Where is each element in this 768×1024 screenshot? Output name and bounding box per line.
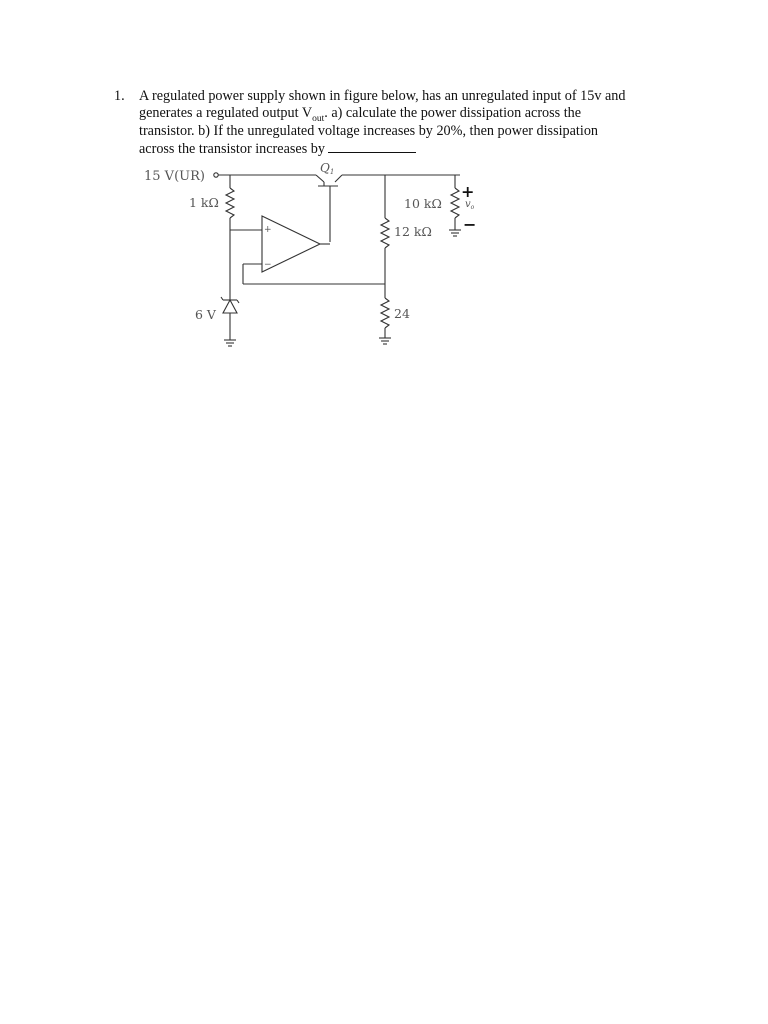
vo-letter: v bbox=[465, 199, 471, 210]
zener-bar-wing-left bbox=[221, 297, 223, 300]
question-line-4 bbox=[139, 140, 684, 158]
r-12k-label: 12 kΩ bbox=[394, 224, 432, 239]
opamp-plus-sign: + bbox=[264, 225, 272, 235]
zener-label: 6 V bbox=[195, 307, 216, 322]
zener-triangle bbox=[223, 300, 237, 313]
answer-blank bbox=[328, 140, 416, 153]
vo-plus-sign: + bbox=[461, 182, 475, 201]
circuit-diagram bbox=[130, 160, 500, 360]
resistor-12k bbox=[381, 218, 389, 248]
transistor-subscript: 1 bbox=[329, 168, 335, 176]
question-line-2-start: generates a regulated output V bbox=[139, 105, 313, 122]
question-line-4-text: across the transistor increases by bbox=[139, 141, 325, 158]
transistor-collector bbox=[316, 175, 324, 182]
transistor-letter: Q bbox=[320, 161, 330, 175]
resistor-10k bbox=[451, 188, 459, 218]
r-1k-label: 1 kΩ bbox=[189, 195, 219, 210]
question-line-2-end: . a) calculate the power dissipation across the bbox=[324, 105, 582, 122]
r-24-label: 24 bbox=[394, 306, 410, 321]
question-number: 1. bbox=[114, 88, 125, 104]
zener-bar-wing-right bbox=[237, 300, 239, 303]
transistor-label bbox=[320, 161, 334, 176]
question-line-2 bbox=[139, 105, 684, 125]
vout-subscript: out bbox=[312, 114, 325, 125]
vo-subscript: o bbox=[470, 204, 475, 211]
r-10k-label: 10 kΩ bbox=[404, 196, 442, 211]
circuit-svg bbox=[130, 160, 500, 360]
question-line-1: A regulated power supply shown in figure below, has an unregulated input of 15v and bbox=[139, 88, 626, 104]
question-line-3: transistor. b) If the unregulated voltage increases by 20%, then power dissipation bbox=[139, 122, 599, 139]
input-terminal bbox=[214, 173, 218, 177]
resistor-1k bbox=[226, 188, 234, 218]
vo-minus-sign: − bbox=[463, 215, 477, 234]
resistor-24 bbox=[381, 298, 389, 328]
opamp-minus-sign: − bbox=[264, 260, 272, 270]
input-label: 15 V(UR) bbox=[144, 169, 205, 184]
transistor-emitter bbox=[335, 175, 342, 182]
question-text bbox=[139, 88, 684, 159]
